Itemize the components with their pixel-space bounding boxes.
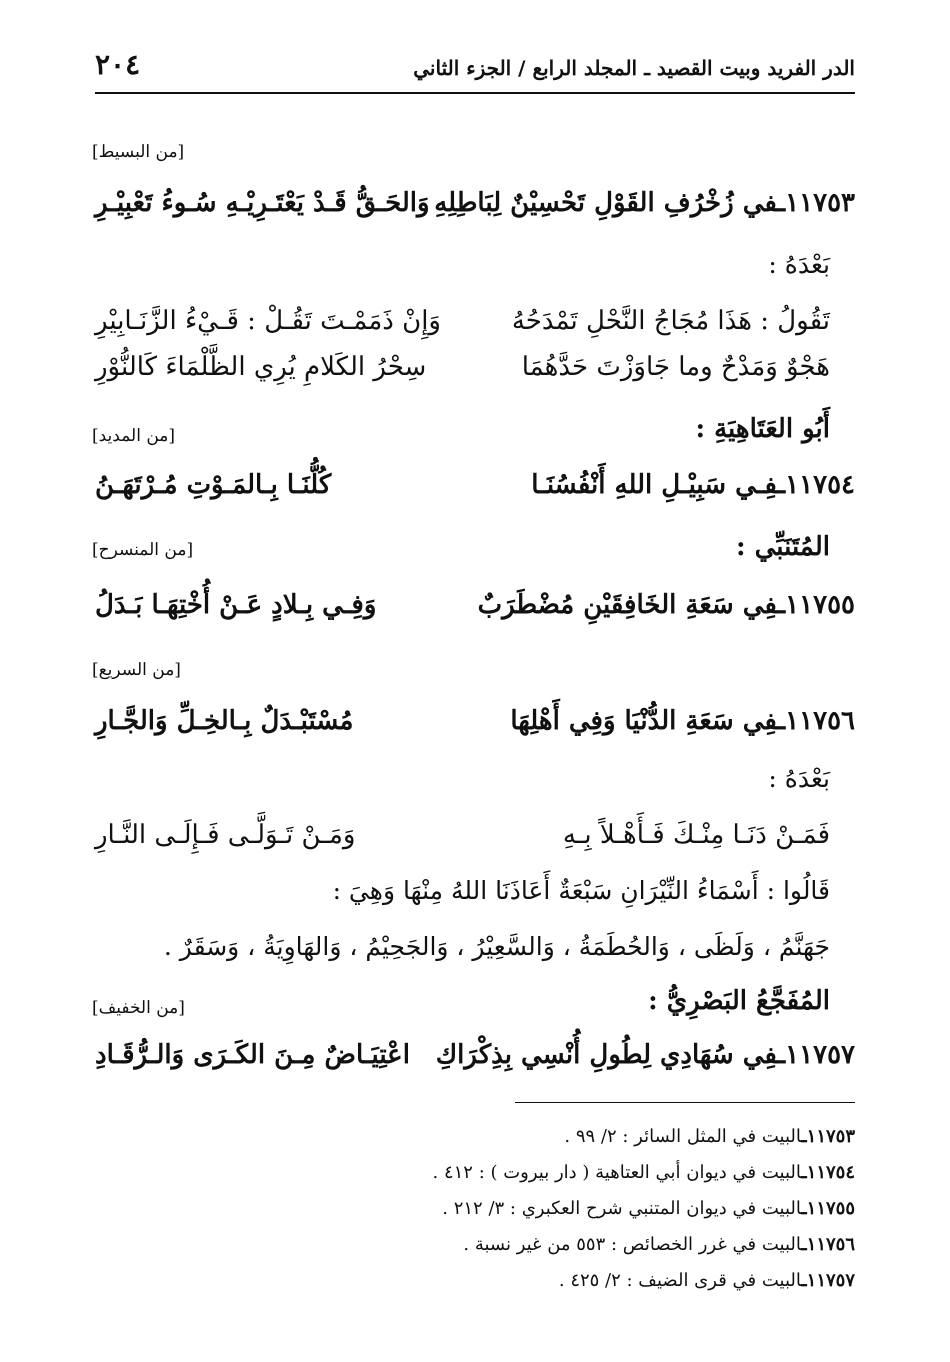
poet-name: المُتَنَبِّي : — [735, 532, 830, 562]
poet-name: المُفَجَّعُ البَصْرِيُّ : — [648, 986, 830, 1016]
verse-number: ١١٧٥٤ـ — [777, 470, 855, 500]
verse-number: ١١٧٥٧ـ — [777, 1040, 855, 1070]
footnote — [559, 1270, 855, 1291]
verse-number: ١١٧٥٣ـ — [777, 188, 855, 218]
footnote-text: البيت في المثل السائر : ٢/ ٩٩ . — [564, 1126, 802, 1147]
footnote-number: ١١٧٥٤ـ — [801, 1162, 855, 1183]
verse-first-hemistich: ١١٧٥٥ـفِي سَعَةِ الخَافِقَيْنِ مُضْطَرَبٌ — [477, 590, 855, 620]
meter-label: [من المديد] — [92, 426, 176, 446]
verse-first-hemistich: ١١٧٥٣ـفي زُخْرُفِ القَوْلِ تَحْسِيْنٌ لِبَاطِلِهِ — [434, 188, 855, 218]
footnote — [433, 1162, 855, 1183]
footnote-number: ١١٧٥٧ـ — [801, 1270, 855, 1291]
poet-name: أَبُو العَتَاهِيَةِ : — [695, 414, 830, 444]
verse-11753 — [95, 188, 855, 238]
prose-line: جَهَنَّمُ ، وَلَظَى ، وَالحُطَمَةُ ، وَالسَّعِيْرُ ، وَالجَحِيْمُ ، وَالهَاوِيَةُ ، وَسَقَرٌ . — [163, 932, 830, 961]
verse-number: ١١٧٥٥ـ — [777, 590, 855, 620]
footnote-number: ١١٧٥٦ـ — [801, 1234, 855, 1255]
meter-label: [من المنسرح] — [92, 540, 194, 560]
after-label: بَعْدَهُ : — [768, 764, 830, 793]
verse-first-hemistich: فَمَـنْ دَنَـا مِنْـكَ فَـأَهْـلاً بِـهِ — [562, 820, 830, 850]
verse-second-hemistich: وَالحَـقُّ قَـدْ يَعْتَـرِيْـهِ سُـوءُ تَعْبِيْـرِ — [95, 188, 430, 218]
verse-first-hemistich: ١١٧٥٧ـفِي سُهَادِي لِطُولِ أُنْسِي بِذِكْرَاكِ — [435, 1040, 855, 1070]
footnote-text: البيت في ديوان المتنبي شرح العكبري : ٣/ ٢١٢ . — [442, 1198, 802, 1219]
footnote — [463, 1234, 855, 1255]
verse-11755 — [95, 590, 855, 640]
after-label: بَعْدَهُ : — [768, 250, 830, 279]
verse-second-hemistich: وَمَـنْ تَـوَلَّـى فَـإِلَـى النَّـارِ — [95, 820, 356, 850]
running-title: الدر الفريد وبيت القصيد ـ المجلد الرابع / الجزء الثاني — [413, 56, 855, 80]
page-number: ٢٠٤ — [95, 48, 141, 81]
verse-11756-continuation — [95, 820, 855, 870]
verse-first-hemistich: هَجْوٌ وَمَدْحٌ وما جَاوَزْتَ حَدَّهُمَا — [521, 352, 830, 382]
verse-11756 — [95, 706, 855, 756]
page-header — [95, 42, 855, 94]
verse-second-hemistich: مُسْتَبْـدَلٌ بِـالخِـلِّ وَالجَّـارِ — [95, 706, 354, 736]
verse-number: ١١٧٥٦ـ — [777, 706, 855, 736]
verse-11753-continuation-1 — [95, 306, 855, 356]
footnote-text: البيت في غرر الخصائص : ٥٥٣ من غير نسبة . — [463, 1234, 802, 1255]
footnote — [442, 1198, 855, 1219]
verse-first-hemistich: تَقُولُ : هَذَا مُجَاجُ النَّحْلِ تَمْدَحُهُ — [511, 306, 830, 336]
meter-label: [من البسيط] — [92, 142, 185, 162]
footnote-number: ١١٧٥٥ـ — [801, 1198, 855, 1219]
meter-label: [من الخفيف] — [92, 998, 185, 1018]
footnote-text: البيت في قرى الضيف : ٢/ ٤٢٥ . — [558, 1270, 802, 1291]
verse-11757 — [95, 1040, 855, 1090]
footnote-divider — [515, 1102, 855, 1103]
footnote — [564, 1126, 855, 1147]
meter-label: [من السريع] — [92, 660, 181, 680]
verse-11754 — [95, 470, 855, 520]
verse-first-hemistich: ١١٧٥٤ـفِـي سَبِيْـلِ اللهِ أَنْفُسُنَـا — [531, 470, 855, 500]
footnote-number: ١١٧٥٣ـ — [801, 1126, 855, 1147]
verse-second-hemistich: وَإِنْ ذَمَمْـتَ تَقُـلْ : قَـيْءُ الزَّنَـابِيْرِ — [95, 306, 441, 336]
verse-second-hemistich: سِحْرُ الكَلامِ يُرِي الظَّلْمَاءَ كَالنُّوْرِ — [95, 352, 427, 382]
verse-second-hemistich: كُلُّنَـا بِـالمَـوْتِ مُـرْتَهَـنُ — [95, 470, 332, 500]
verse-11753-continuation-2 — [95, 352, 855, 402]
verse-first-hemistich: ١١٧٥٦ـفِي سَعَةِ الدُّنْيَا وَفِي أَهْلِهَا — [510, 706, 855, 736]
verse-second-hemistich: اعْتِيَـاضٌ مِـنَ الكَـرَى وَالـرُّقَـادِ — [95, 1040, 410, 1070]
footnote-text: البيت في ديوان أبي العتاهية ( دار بيروت ) : ٤١٢ . — [432, 1162, 802, 1183]
verse-second-hemistich: وَفِـي بِـلادٍ عَـنْ أُخْتِهَـا بَـدَلُ — [95, 590, 377, 620]
prose-line: قَالُوا : أَسْمَاءُ النِّيْرَانِ سَبْعَةٌ أَعَاذَنَا اللهُ مِنْهَا وَهِيَ : — [332, 876, 830, 905]
